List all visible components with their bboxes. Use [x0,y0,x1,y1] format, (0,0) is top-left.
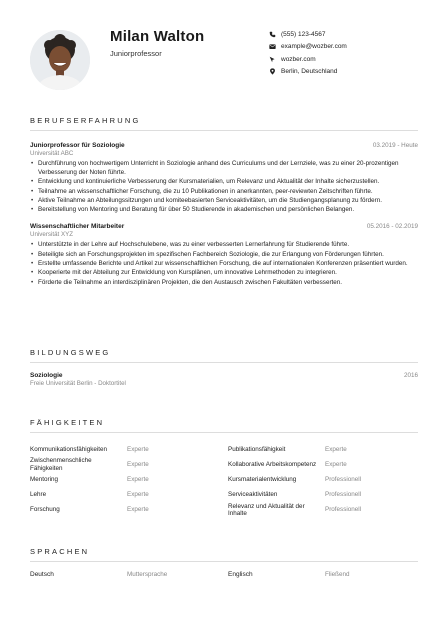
skills-section [30,418,418,518]
job-bullet: • Kooperierte mit der Abteilung zur Entwicklung von Kursplänen, um innovative Lehrmethoden zu integrieren. [30,269,418,278]
contact-website[interactable] [268,53,347,66]
job-bullet: • Bereitstellung von Mentoring und Beratung für über 50 Studierende in akademischen und persönlichen Belangen. [30,206,418,215]
skill-level: Experte [127,476,149,484]
skill-level: Experte [127,445,149,453]
job-title: Wissenschaftlicher Mitarbeiter [30,223,125,231]
job-entry [30,223,418,287]
experience-section [30,116,418,288]
skill-level: Experte [127,491,149,499]
skills-grid [30,442,418,518]
education-title: Soziologie [30,372,63,379]
skill-level: Experte [325,445,347,453]
job-bullet: • Erstellte umfassende Berichte und Artikel zur wissenschaftlichen Forschung, die auf internationalen Konferenzen präsentiert wurden. [30,260,418,269]
skill-name: Publikationsfähigkeit [228,445,286,453]
job-bullet: • Durchführung von hochwertigem Unterricht in Soziologie anhand des Curriculums und der Lernziele, was zu einer 20-prozentigen Verbesserung der Noten führte. [30,160,418,178]
language-name: Englisch [228,571,253,578]
skill-level: Professionell [325,491,362,499]
skill-name: Kursmaterialentwicklung [228,476,297,484]
job-bullets [30,160,418,215]
job-bullets [30,241,418,287]
skill-name: Lehre [30,491,47,499]
skill-name: Kollaborative Arbeitskompetenz [228,460,317,468]
candidate-name: Milan Walton [110,28,205,45]
contact-email-text: example@wozber.com [281,43,347,51]
candidate-role: Juniorprofessor [110,49,162,58]
education-year: 2016 [403,372,418,379]
job-bullet: • Teilnahme an wissenschaftlicher Forschung, die zu 10 Publikationen in anerkannten, peer-reviewten Zeitschriften führte. [30,188,418,197]
section-title-experience: BERUFSERFAHRUNG [30,116,418,131]
contact-website-text: wozber.com [281,55,316,63]
skill-level: Experte [325,460,347,468]
job-bullet: • Entwicklung und kontinuierliche Verbesserung der Kursmaterialien, um Relevanz und Aktualität der Inhalte sicherzustellen. [30,178,418,187]
contact-email[interactable] [268,41,347,54]
skill-name: Zwischenmenschliche Fähigkeiten [30,457,92,472]
job-date: 05.2016 - 02.2019 [366,223,418,231]
section-title-skills: FÄHIGKEITEN [30,418,418,433]
language-name: Deutsch [30,571,54,578]
skill-name: Forschung [30,506,60,514]
job-entry [30,142,418,215]
contact-phone[interactable] [268,28,347,41]
skill-level: Professionell [325,506,362,514]
link-icon [268,55,276,63]
job-bullet: • Förderte die Teilnahme an interdisziplinären Projekten, die den Austausch zwischen Fakultäten verbesserten. [30,279,418,288]
contact-list [268,28,347,78]
contact-phone-text: (555) 123-4567 [281,30,326,38]
skill-level: Experte [127,460,149,468]
job-bullet: • Beteiligte sich an Forschungsprojekten im spezifischen Fachbereich Soziologie, die zur Erlangung von Förderungen führten. [30,251,418,260]
job-date: 03.2019 - Heute [372,142,418,149]
section-title-education: BILDUNGSWEG [30,348,418,363]
section-title-languages: SPRACHEN [30,547,418,562]
contact-location-text: Berlin, Deutschland [281,68,338,76]
education-entry [30,372,418,387]
education-institution: Freie Universität Berlin - Doktortitel [30,380,126,387]
job-bullet: • Aktive Teilnahme an Abteilungssitzungen und komiteebasierten Serviceaktivitäten, um die Studiengangsplanung zu fördern. [30,197,418,206]
profile-photo [30,30,90,90]
email-icon [268,43,276,51]
skill-name: Kommunikationsfähigkeiten [30,445,108,453]
language-level: Muttersprache [127,571,168,578]
language-level: Fließend [325,571,350,578]
education-section [30,348,418,387]
skill-level: Professionell [325,476,362,484]
languages-section [30,547,418,578]
avatar-portrait-icon [30,30,90,90]
job-title: Juniorprofessor für Soziologie [30,142,125,149]
skill-level: Experte [127,506,149,514]
job-organization: Universität XYZ [30,231,73,239]
resume-header [30,26,420,90]
skill-name: Mentoring [30,476,59,484]
job-bullet: • Unterstützte in der Lehre auf Hochschulebene, was zu einer verbesserten Lernerfahrung für Studierende führte. [30,241,418,250]
skill-name: Relevanz und Aktualität der Inhalte [228,502,305,518]
languages-grid [30,571,418,578]
job-organization: Universität ABC [30,150,74,157]
phone-icon [268,30,276,38]
location-icon [268,68,276,76]
skill-name: Serviceaktivitäten [228,491,278,499]
contact-location [268,66,347,79]
